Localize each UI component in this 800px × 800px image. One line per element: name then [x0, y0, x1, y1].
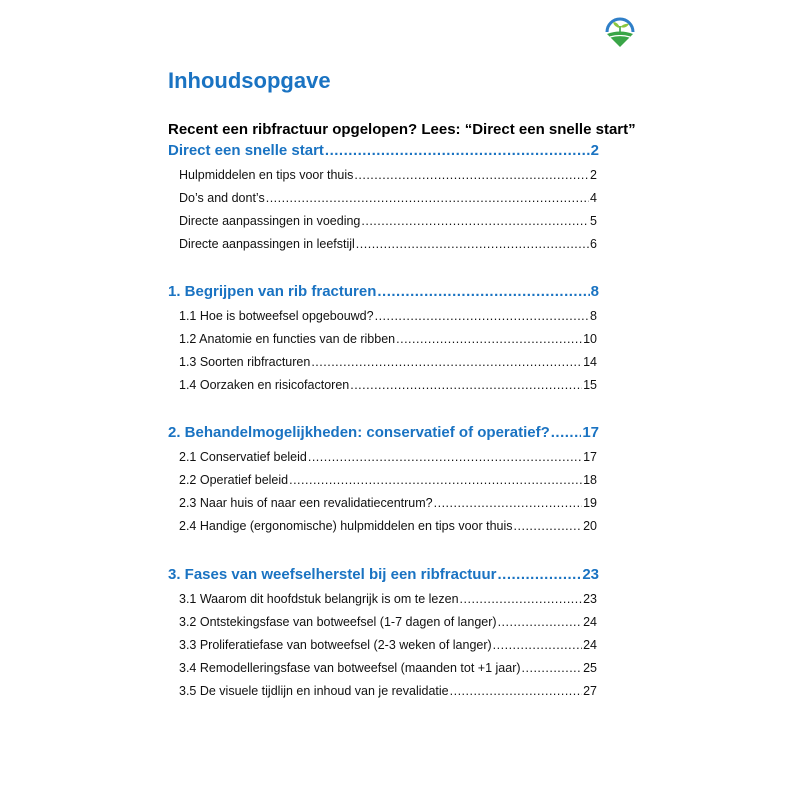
toc-page-number: 15 [583, 378, 597, 392]
toc-section-label: 2. Behandelmogelijkheden: conservatief of operatief? [168, 424, 550, 441]
toc-page-number: 17 [582, 424, 599, 441]
toc-page-number: 23 [583, 592, 597, 606]
toc-page-number: 8 [590, 309, 597, 323]
toc-entry[interactable] [179, 519, 597, 533]
toc-entry[interactable] [179, 496, 597, 510]
toc-page-number: 2 [590, 168, 597, 182]
toc-entry-label: Directe aanpassingen in leefstijl [179, 237, 355, 251]
toc-page-number: 6 [590, 237, 597, 251]
toc-entry-label: 2.3 Naar huis of naar een revalidatiecentrum? [179, 496, 433, 510]
toc-page-number: 25 [583, 661, 597, 675]
dot-leader [450, 684, 582, 698]
toc-entry[interactable] [179, 450, 597, 464]
toc-entry[interactable] [179, 191, 597, 205]
dot-leader [434, 496, 582, 510]
toc-entry-label: Hulpmiddelen en tips voor thuis [179, 168, 354, 182]
toc-entry[interactable] [179, 615, 597, 629]
toc-entry-label: 3.5 De visuele tijdlijn en inhoud van je revalidatie [179, 684, 449, 698]
toc-entry-label: 1.3 Soorten ribfracturen [179, 355, 311, 369]
toc-section-heading[interactable] [168, 142, 599, 159]
dot-leader [361, 214, 589, 228]
toc-section-label: 1. Begrijpen van rib fracturen [168, 283, 377, 300]
dot-leader [377, 283, 589, 300]
dot-leader [514, 519, 583, 533]
toc-entry[interactable] [179, 473, 597, 487]
toc-entry[interactable] [179, 214, 597, 228]
dot-leader [460, 592, 583, 606]
dot-leader [311, 355, 582, 369]
toc-entry-label: 3.4 Remodelleringsfase van botweefsel (maanden tot +1 jaar) [179, 661, 521, 675]
dot-leader [497, 566, 581, 583]
toc-entry[interactable] [179, 168, 597, 182]
dot-leader [356, 237, 589, 251]
dot-leader [396, 332, 582, 346]
toc-page-number: 4 [590, 191, 597, 205]
toc-page-number: 24 [583, 615, 597, 629]
dot-leader [522, 661, 583, 675]
toc-entry[interactable] [179, 332, 597, 346]
dot-leader [493, 638, 582, 652]
dot-leader [551, 424, 582, 441]
dot-leader [498, 615, 583, 629]
toc-page-number: 19 [583, 496, 597, 510]
toc-section-heading[interactable] [168, 566, 599, 583]
toc-entry-label: 2.1 Conservatief beleid [179, 450, 307, 464]
toc-entry[interactable] [179, 638, 597, 652]
toc-section-heading[interactable] [168, 283, 599, 300]
dot-leader [308, 450, 582, 464]
toc-entry-label: 1.4 Oorzaken en risicofactoren [179, 378, 350, 392]
dot-leader [266, 191, 589, 205]
toc-page-number: 24 [583, 638, 597, 652]
toc-entry[interactable] [179, 661, 597, 675]
toc-entry[interactable] [179, 378, 597, 392]
toc-entry[interactable] [179, 684, 597, 698]
toc-page-number: 18 [583, 473, 597, 487]
toc-entry-label: 1.1 Hoe is botweefsel opgebouwd? [179, 309, 374, 323]
toc-entry-label: 2.2 Operatief beleid [179, 473, 289, 487]
dot-leader [375, 309, 589, 323]
dot-leader [289, 473, 582, 487]
toc-page-number: 27 [583, 684, 597, 698]
toc-page-number: 23 [582, 566, 599, 583]
toc-page-number: 14 [583, 355, 597, 369]
toc-entry-label: 3.3 Proliferatiefase van botweefsel (2-3 weken of langer) [179, 638, 492, 652]
dot-leader [354, 168, 589, 182]
toc-entry-label: 3.2 Ontstekingsfase van botweefsel (1-7 dagen of langer) [179, 615, 497, 629]
toc-entry[interactable] [179, 355, 597, 369]
toc-page-number: 20 [583, 519, 597, 533]
toc-page-number: 10 [583, 332, 597, 346]
toc-entry[interactable] [179, 237, 597, 251]
plant-sprout-logo-icon [603, 15, 637, 49]
toc-section-heading[interactable] [168, 424, 599, 441]
toc-entry[interactable] [179, 309, 597, 323]
toc-entry-label: 3.1 Waarom dit hoofdstuk belangrijk is om te lezen [179, 592, 459, 606]
toc-page-number: 8 [590, 283, 599, 300]
page-title: Inhoudsopgave [168, 68, 331, 93]
toc-page-number: 2 [590, 142, 599, 159]
intro-line: Recent een ribfractuur opgelopen? Lees: “Direct een snelle start” [168, 121, 636, 138]
dot-leader [350, 378, 582, 392]
toc-entry-label: 2.4 Handige (ergonomische) hulpmiddelen en tips voor thuis [179, 519, 513, 533]
toc-section-label: Direct een snelle start [168, 142, 324, 159]
toc-page-number: 5 [590, 214, 597, 228]
toc-entry-label: Directe aanpassingen in voeding [179, 214, 361, 228]
toc-section-label: 3. Fases van weefselherstel bij een ribfractuur [168, 566, 497, 583]
toc-entry[interactable] [179, 592, 597, 606]
toc-entry-label: 1.2 Anatomie en functies van de ribben [179, 332, 396, 346]
toc-entry-label: Do’s and dont’s [179, 191, 265, 205]
toc-page-number: 17 [583, 450, 597, 464]
dot-leader [325, 142, 590, 159]
